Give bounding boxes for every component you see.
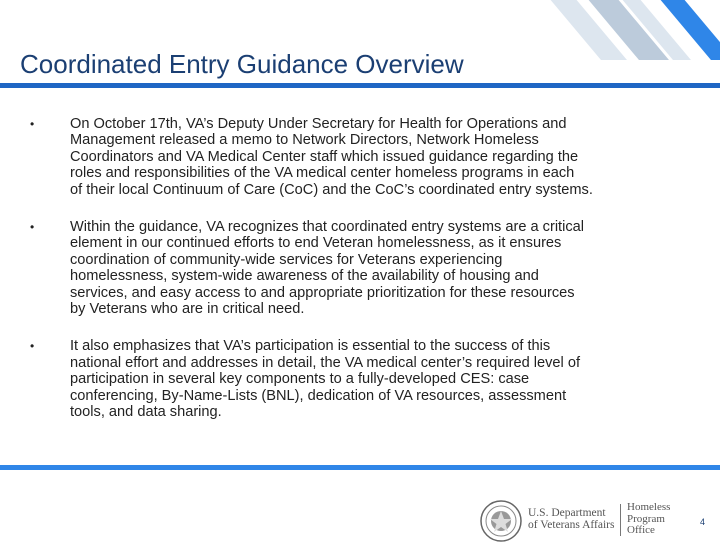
va-department-name: U.S. Department of Veterans Affairs <box>528 507 615 531</box>
bullet-list <box>30 116 690 442</box>
bullet-marker: • <box>30 339 35 354</box>
bullet-item <box>30 338 690 420</box>
bullet-text: It also emphasizes that VA’s participation is essential to the success of this national effort and addresses in detail, the VA medical center’s required level of participation in several key components to a fully-developed CES: case conferencing, By-Name-Lists (BNL), dedication of VA resources, assessment tools, and data sharing. <box>70 338 581 421</box>
footer-divider <box>620 504 621 536</box>
bullet-item <box>30 116 690 198</box>
title-underline <box>0 83 720 88</box>
header-stripes-decoration <box>540 0 720 60</box>
bullet-item <box>30 219 690 317</box>
va-seal-icon <box>480 500 522 542</box>
program-office-name: Homeless Program Office <box>627 501 671 536</box>
bullet-marker: • <box>30 220 35 235</box>
footer <box>0 470 720 540</box>
bullet-marker: • <box>30 117 35 131</box>
slide-title: Coordinated Entry Guidance Overview <box>20 49 464 79</box>
page-number: 4 <box>700 517 706 527</box>
bullet-text: Within the guidance, VA recognizes that coordinated entry systems are a critical element in our continued efforts to end Veteran homelessness, as it ensures coordination of community-wide services for Veterans experiencing homelessness, system-wide awareness of the availability of housing and services, and easy access to and appropriate prioritization for these resources by Veterans who are in critical need. <box>70 219 585 318</box>
bullet-text: On October 17th, VA’s Deputy Under Secretary for Health for Operations and Management released a memo to Network Directors, Network Homeless Coordinators and VA Medical Center staff which issued guidance regarding the roles and responsibilities of the VA medical center homeless programs in each of their local Continuum of Care (CoC) and the CoC’s coordinated entry systems. <box>70 116 593 198</box>
